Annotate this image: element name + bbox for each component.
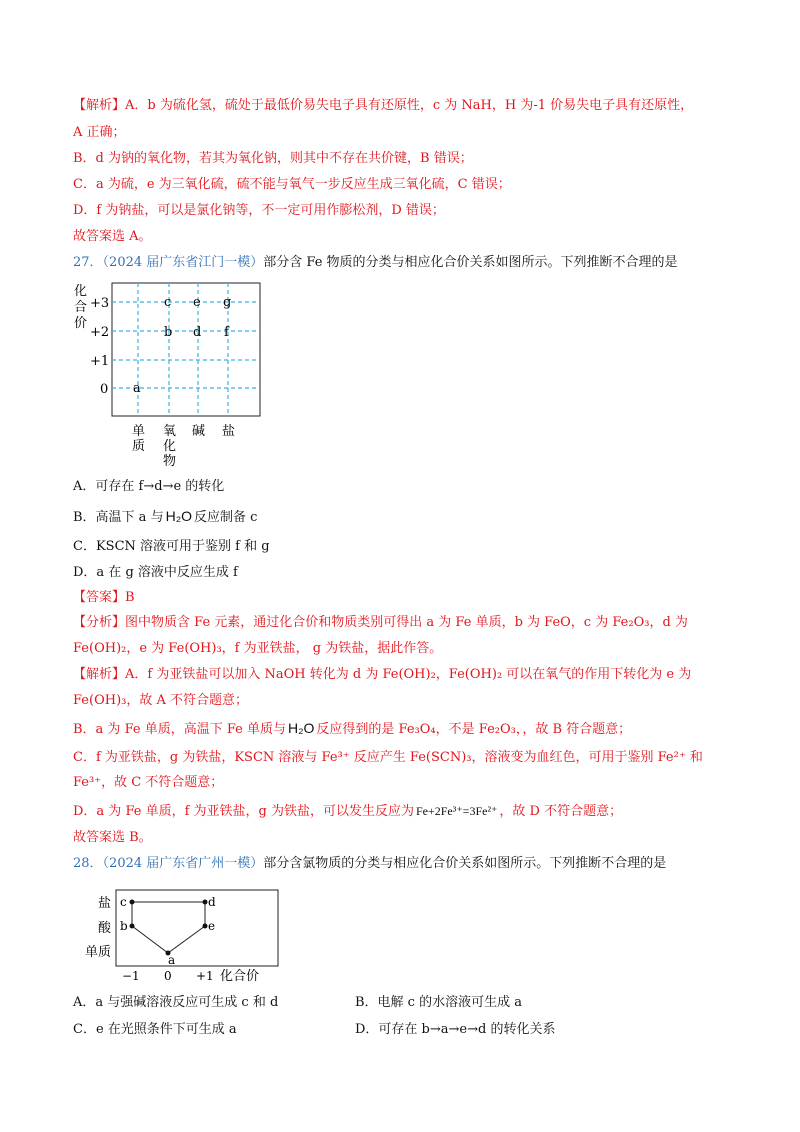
q26-analysis-line-6: 故答案选 A。 [73,229,152,244]
q27-explain-line-1 [73,666,691,684]
q27-point-b: b [164,325,173,340]
q28-ycat: 酸 [98,921,112,936]
q28-point-e: e [208,919,216,933]
q28-ycat: 单质 [85,945,112,960]
q27-xtick: 化 [163,439,177,454]
q28-point-d: d [208,895,216,909]
q28-dot-c [130,900,135,905]
q27-option-b [73,507,257,527]
explain-text-post: ，故 D 不符合题意； [499,804,623,819]
q27-point-f: f [224,325,229,340]
explain-text: A．f 为亚铁盐可以加入 NaOH 转化为 d 为 Fe(OH)₂，Fe(OH)₂ 可以在氧气的作用下转化为 e 为 [125,667,692,682]
analysis-tag: 【分析】 [73,615,126,630]
q27-stem [73,254,678,272]
q27-ylabel-0: 化 [74,284,88,299]
q28-option-d: D．可存在 b→a→e→d 的转化关系 [355,1022,556,1037]
q27-source: （2024 届广东省江门一模） [102,255,264,270]
q27-ylabel-2: 价 [74,316,88,331]
q27-explain-line-7: 故答案选 B。 [73,830,152,845]
q27-xtick: 单 [132,424,146,439]
q27-ytick: +3 [90,296,110,311]
q27-analysis-line-1 [73,614,688,632]
q27-option-a: A．可存在 f→d→e 的转化 [73,479,225,494]
q28-option-b: B．电解 c 的水溶液可生成 a [355,995,522,1010]
q27-frame [112,283,260,416]
q27-xtick: 氧 [163,424,177,439]
q27-ylabel-1: 合 [74,300,88,315]
formula-h2o: H₂O [287,720,315,736]
answer-value: B [125,590,135,605]
q26-analysis-line-2: A 正确； [73,125,126,140]
explain-text: D．a 为 Fe 单质，f 为亚铁盐，g 为铁盐，可以发生反应为 [73,804,414,819]
q28-chart [70,882,310,984]
q27-number: 27． [73,255,103,270]
q28-xtick: 0 [164,969,172,983]
answer-tag: 【答案】 [73,590,126,605]
q27-option-b-text-post: 反应制备 c [194,510,258,525]
q27-xtick: 物 [163,454,177,469]
q26-analysis-line-5: D．f 为钠盐，可以是氯化钠等，不一定可用作膨松剂，D 错误； [73,203,445,218]
analysis-text: 图中物质含 Fe 元素，通过化合价和物质类别可得出 a 为 Fe 单质，b 为 FeO，c 为 Fe₂O₃，d 为 [125,615,688,630]
q27-explain-line-6 [73,802,622,821]
q26-analysis-line-3: B．d 为钠的氧化物，若其为氧化钠，则其中不存在共价键，B 错误； [73,151,473,166]
q27-explain-line-3 [73,719,631,739]
q27-option-c: C．KSCN 溶液可用于鉴别 f 和 g [73,539,270,554]
q28-frame [116,890,278,966]
q28-number: 28． [73,856,103,871]
q27-point-a: a [133,381,141,396]
q28-dot-b [130,924,135,929]
q28-shape [132,902,205,953]
q27-ytick: +1 [90,354,110,369]
q28-ycat: 盐 [98,896,112,911]
q28-point-a: a [168,953,176,967]
q26-analysis-text: A．b 为硫化氢，硫处于最低价易失电子具有还原性，c 为 NaH，H 为-1 价易失电子具有还原性， [125,98,694,113]
q27-point-g: g [223,295,232,310]
q27-xtick: 碱 [192,424,206,439]
q28-stem-text: 部分含氯物质的分类与相应化合价关系如图所示。下列推断不合理的是 [263,856,667,871]
formula-h2o: H₂O [165,508,193,524]
q27-ytick: 0 [100,382,109,397]
q27-answer [73,589,135,607]
formula-reaction: Fe+2Fe³⁺=3Fe²⁺ [415,804,498,818]
q26-analysis-line-1 [73,97,693,115]
q28-option-a: A．a 与强碱溶液反应可生成 c 和 d [73,995,279,1010]
q28-source: （2024 届广东省广州一模） [102,856,264,871]
q28-xlabel: 化合价 [220,969,260,984]
q28-xtick: +1 [196,969,214,983]
q27-analysis-line-2: Fe(OH)₂，e 为 Fe(OH)₃，f 为亚铁盐， g 为铁盐，据此作答。 [73,641,443,656]
q27-stem-text: 部分含 Fe 物质的分类与相应化合价关系如图所示。下列推断不合理的是 [263,255,678,270]
explain-text: B．a 为 Fe 单质，高温下 Fe 单质与 [73,722,286,737]
q27-xtick: 质 [132,439,146,454]
q28-stem [73,855,666,873]
q27-explain-line-2: Fe(OH)₃，故 A 不符合题意； [73,693,249,708]
q28-point-c: c [120,895,127,909]
q28-dot-d [203,900,208,905]
q28-dot-e [203,924,208,929]
q27-option-b-text: B．高温下 a 与 [73,510,164,525]
q27-point-e: e [193,295,201,310]
q27-explain-line-5: Fe³⁺，故 C 不符合题意； [73,775,224,790]
q27-ytick: +2 [90,325,110,340]
q27-point-d: d [193,325,202,340]
q27-point-c: c [164,295,172,310]
q28-point-b: b [120,919,128,933]
q28-option-c: C．e 在光照条件下可生成 a [73,1022,237,1037]
q27-explain-line-4: C．f 为亚铁盐，g 为铁盐，KSCN 溶液与 Fe³⁺ 反应产生 Fe(SCN)₃，溶液变为血红色，可用于鉴别 Fe²⁺ 和 [73,750,703,765]
q27-xtick: 盐 [222,424,236,439]
q27-option-d: D．a 在 g 溶液中反应生成 f [73,565,238,580]
q26-analysis-line-4: C．a 为硫，e 为三氧化硫，硫不能与氧气一步反应生成三氧化硫，C 错误； [73,177,511,192]
explain-tag: 【解析】 [73,667,126,682]
analysis-tag: 【解析】 [73,98,126,113]
explain-text-post: 反应得到的是 Fe₃O₄，不是 Fe₂O₃，，故 B 符合题意； [316,722,632,737]
q28-xtick: −1 [122,969,140,983]
q27-chart [70,280,270,470]
